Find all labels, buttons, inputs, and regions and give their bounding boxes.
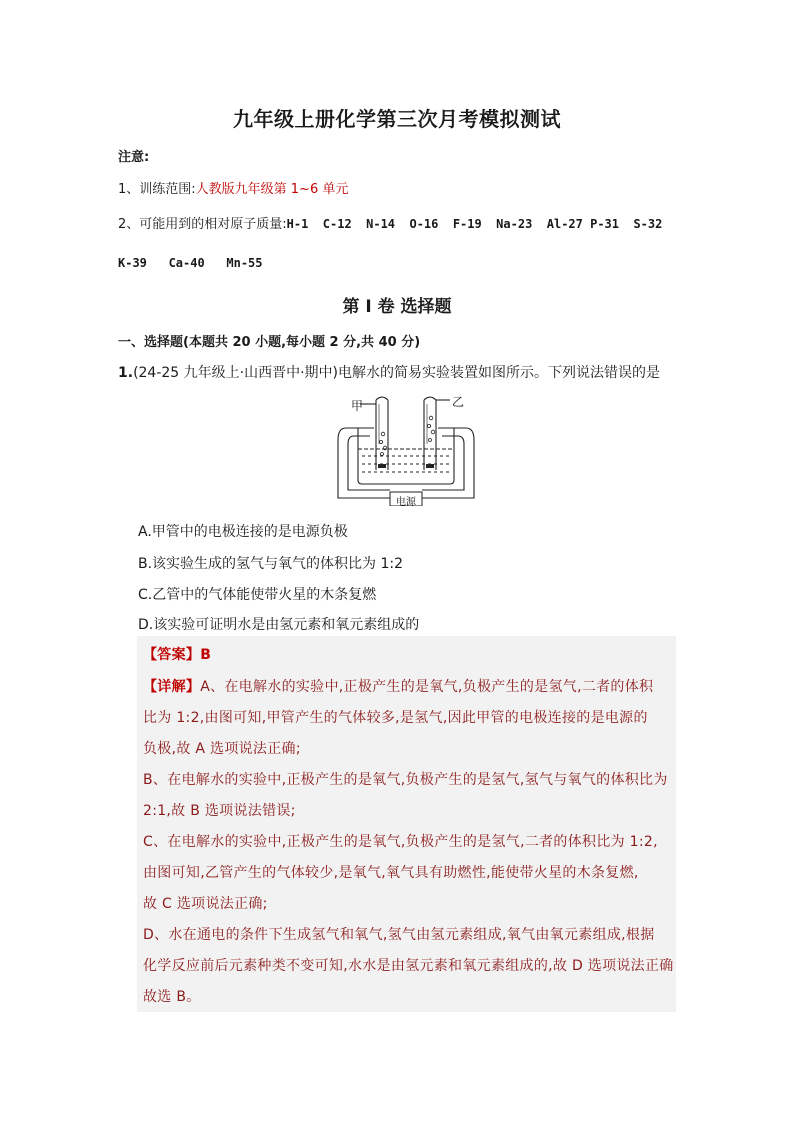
part-heading: 一、选择题(本题共 20 小题,每小题 2 分,共 40 分)	[118, 335, 421, 350]
detail-line-2: 比为 1:2,由图可知,甲管产生的气体较多,是氢气,因此甲管的电极连接的是电源的	[143, 710, 648, 726]
detail-tag: 【详解】	[143, 679, 201, 695]
detail-line-5: 2:1,故 B 选项说法错误;	[143, 803, 296, 819]
option-a: A.甲管中的电极连接的是电源负极	[138, 524, 348, 540]
option-b: B.该实验生成的氢气与氧气的体积比为 1:2	[138, 556, 404, 572]
notice-item-1-prefix: 1、训练范围:	[118, 182, 196, 197]
tube-label-left: 甲	[351, 399, 364, 413]
detail-line-9: D、水在通电的条件下生成氢气和氧气,氢气由氢元素组成,氧气由氧元素组成,根据	[143, 927, 655, 943]
detail-line-8: 故 C 选项说法正确;	[143, 896, 268, 912]
answer-value: B	[200, 647, 212, 663]
notice-label: 注意:	[118, 150, 150, 165]
question-source: (24-25 九年级上·山西晋中·期中)	[133, 365, 339, 381]
detail-line-4: B、在电解水的实验中,正极产生的是氧气,负极产生的是氢气,氢气与氧气的体积比为	[143, 772, 668, 788]
notice-item-2-prefix: 2、可能用到的相对原子质量:	[118, 217, 287, 232]
page-title: 九年级上册化学第三次月考模拟测试	[233, 107, 561, 131]
answer-line	[143, 644, 211, 664]
atomic-masses-line-2: K-39 Ca-40 Mn-55	[118, 256, 263, 270]
power-source-label: 电源	[396, 497, 416, 508]
detail-line-1: 【详解】A、在电解水的实验中,正极产生的是氧气,负极产生的是氢气,二者的体积	[143, 679, 654, 695]
option-d: D.该实验可证明水是由氢元素和氧元素组成的	[138, 617, 420, 633]
question-number: 1.	[118, 365, 134, 381]
detail-line-6: C、在电解水的实验中,正极产生的是氧气,负极产生的是氢气,二者的体积比为 1:2,	[143, 834, 658, 850]
detail-line-11: 故选 B。	[143, 989, 201, 1005]
question-1	[118, 362, 660, 382]
atomic-masses-line-1: H-1 C-12 N-14 O-16 F-19 Na-23 Al-27 P-31 S-32	[286, 217, 663, 231]
answer-tag: 【答案】	[143, 647, 201, 663]
detail-line-3: 负极,故 A 选项说法正确;	[143, 741, 301, 757]
question-text: 电解水的简易实验装置如图所示。下列说法错误的是	[338, 365, 661, 381]
notice-item-1-value: 人教版九年级第 1~6 单元	[195, 182, 349, 197]
answer-explanation-box	[137, 636, 676, 1012]
notice-item-1	[118, 178, 348, 197]
section-title: 第 I 卷 选择题	[342, 297, 452, 317]
notice-item-2	[118, 213, 662, 232]
detail-line-7: 由图可知,乙管产生的气体较少,是氧气,氧气具有助燃性,能使带火星的木条复燃,	[143, 865, 639, 881]
detail-line-10: 化学反应前后元素种类不变可知,水水是由氢元素和氧元素组成的,故 D 选项说法正确	[143, 958, 674, 974]
tube-label-right: 乙	[452, 395, 465, 409]
option-c: C.乙管中的气体能使带火星的木条复燃	[138, 587, 377, 603]
